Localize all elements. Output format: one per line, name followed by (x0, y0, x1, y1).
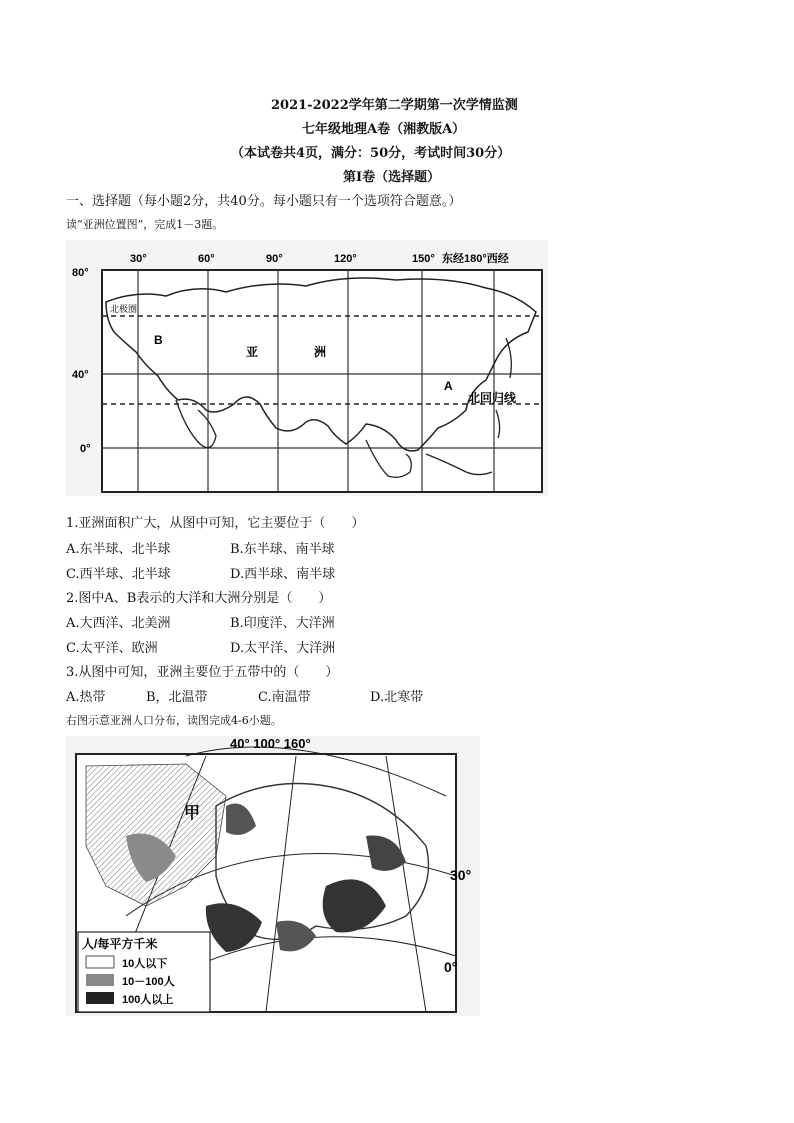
label-zhou: 洲 (314, 345, 327, 359)
tropic-label: 北回归线 (468, 391, 517, 405)
lon-label-120: 120° (334, 253, 357, 265)
q3-option-b: B，北温带 (146, 690, 208, 705)
q2-stem: 2.图中A、B表示的大洋和大洲分别是（ ） (66, 591, 332, 606)
section-heading: 一、选择题（每小题2分，共40分。每小题只有一个选项符合题意。） (66, 194, 462, 209)
asia-position-map-svg (66, 240, 548, 496)
legend-item-mid: 10－100人 (122, 976, 175, 988)
legend-item-low: 10人以下 (122, 958, 168, 970)
exam-title: 2021-2022学年第二学期第一次学情监测 (271, 98, 518, 113)
legend-item-high: 100人以上 (122, 994, 174, 1006)
lon-label-30: 30° (130, 253, 147, 265)
asia-population-map (66, 736, 480, 1016)
q3-option-a: A.热带 (66, 690, 106, 705)
map2-lon-labels: 40° 100° 160° (230, 736, 311, 751)
label-ya: 亚 (246, 345, 259, 359)
lat-label-80: 80° (72, 267, 89, 279)
lon-label-180: 东经180°西经 (442, 253, 509, 265)
q2-option-a: A.大西洋、北美洲 (66, 616, 171, 631)
section-intro: 读“亚洲位置图”，完成1－3题。 (66, 218, 224, 231)
lon-label-60: 60° (198, 253, 215, 265)
q1-option-b: B.东半球、南半球 (230, 542, 335, 557)
q2-option-d: D.太平洋、大洋洲 (230, 641, 336, 656)
lat-label-0-map2: 0° (444, 959, 458, 975)
legend-title: 人/每平方千米 (82, 937, 158, 951)
q1-stem: 1.亚洲面积广大，从图中可知，它主要位于（ ） (66, 516, 365, 531)
q1-option-a: A.东半球、北半球 (66, 542, 171, 557)
section-intro-2: 右图示意亚洲人口分布，读图完成4-6小题。 (66, 714, 282, 727)
q2-option-b: B.印度洋、大洋洲 (230, 616, 335, 631)
q1-option-c: C.西半球、北半球 (66, 567, 171, 582)
exam-subtitle: 七年级地理A卷（湘教版A） (302, 122, 466, 137)
q3-stem: 3.从图中可知，亚洲主要位于五带中的（ ） (66, 665, 339, 680)
part-title: 第I卷（选择题） (343, 170, 441, 185)
exam-info: （本试卷共4页，满分：50分，考试时间30分） (231, 146, 511, 161)
q3-option-c: C.南温带 (258, 690, 311, 705)
lat-label-0: 0° (80, 443, 91, 455)
lat-label-30: 30° (450, 867, 472, 883)
population-legend (78, 932, 210, 1012)
label-b: B (154, 333, 163, 347)
asia-position-map (66, 240, 548, 496)
lon-label-150: 150° (412, 253, 435, 265)
label-a: A (444, 379, 453, 393)
arctic-circle-label: 北极圈 (110, 304, 138, 314)
q2-option-c: C.太平洋、欧洲 (66, 641, 158, 656)
q1-option-d: D.西半球、南半球 (230, 567, 336, 582)
label-jia: 甲 (184, 805, 201, 822)
lon-label-90: 90° (266, 253, 283, 265)
asia-population-map-svg (66, 736, 480, 1016)
q3-option-d: D.北寒带 (370, 690, 424, 705)
lat-label-40: 40° (72, 369, 89, 381)
